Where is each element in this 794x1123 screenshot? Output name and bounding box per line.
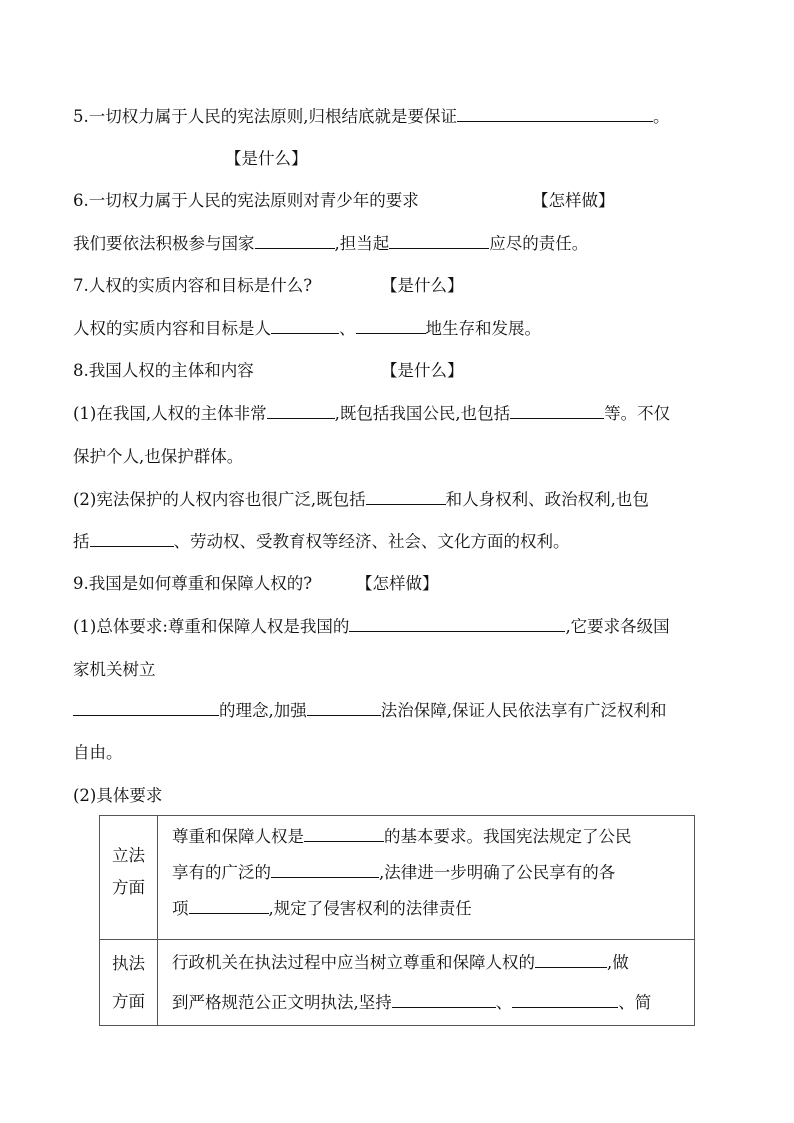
q8-blank-4[interactable] (90, 532, 174, 547)
q8-p2-c: 括 (73, 532, 90, 551)
q6-answer-c: 应尽的责任。 (489, 234, 589, 253)
q8-question: 8.我国人权的主体和内容 (73, 361, 254, 380)
q9-blank-1[interactable] (349, 617, 565, 632)
q8-p2-line1 (73, 489, 649, 511)
q7-tag: 【是什么】 (381, 276, 464, 295)
q6-answer-b: ,担当起 (334, 234, 390, 253)
q7-line (73, 275, 312, 297)
row2-blank-3[interactable] (512, 993, 618, 1008)
q8-blank-1[interactable] (267, 404, 335, 419)
q8-tag: 【是什么】 (381, 361, 464, 380)
q6-question: 6.一切权力属于人民的宪法原则对青少年的要求 (73, 191, 419, 210)
q6-blank-1[interactable] (255, 234, 335, 249)
row1-line2 (158, 862, 694, 884)
row2-l2-b: 、 (495, 993, 513, 1012)
row1-blank-1[interactable] (304, 827, 384, 842)
q8-p1-b: ,既包括我国公民,也包括 (334, 404, 511, 423)
q8-blank-3[interactable] (366, 490, 446, 505)
q9-p1-a: (1)总体要求:尊重和保障人权是我国的 (73, 617, 350, 636)
q5-tag: 【是什么】 (225, 149, 308, 168)
row1-l3-b: ,规定了侵害权利的法律责任 (268, 899, 472, 918)
row2-label-cell (100, 940, 158, 1026)
row1-line3 (158, 898, 694, 920)
row1-label-cell (100, 816, 158, 940)
q9-blank-2[interactable] (73, 701, 219, 716)
q9-p1-e: 法治保障,保证人民依法享有广泛权利和 (380, 701, 667, 720)
q7-blank-2[interactable] (356, 319, 426, 334)
q8-p2-d: 、劳动权、受教育权等经济、社会、文化方面的权利。 (173, 532, 570, 551)
row2-blank-2[interactable] (392, 993, 496, 1008)
q8-p1-c: 等。不仅 (604, 404, 671, 423)
row2-line1 (158, 952, 694, 974)
q5-blank[interactable] (457, 107, 653, 122)
table-row-legislation (100, 816, 695, 940)
q9-p1-line2: 家机关树立 (73, 660, 156, 679)
table-row-enforcement (100, 940, 695, 1026)
q7-blank-1[interactable] (271, 319, 339, 334)
q7-answer-a: 人权的实质内容和目标是人 (73, 319, 271, 338)
row2-body-cell (158, 940, 695, 1026)
q7-answer-line (73, 318, 541, 340)
row1-l3-a: 项 (172, 899, 189, 918)
row2-label-a: 执法 (112, 954, 145, 973)
q8-p1-line1 (73, 403, 670, 425)
row1-l1-b: 的基本要求。我国宪法规定了公民 (384, 827, 632, 846)
q8-p1-line2: 保护个人,也保护群体。 (73, 447, 244, 466)
row2-label-b: 方面 (112, 992, 145, 1011)
row1-l1-a: 尊重和保障人权是 (172, 827, 304, 846)
q8-p2-a: (2)宪法保护的人权内容也很广泛,既包括 (73, 490, 366, 509)
q5-line (73, 106, 670, 128)
q9-p1-d: 的理念,加强 (219, 701, 307, 720)
q8-p2-line2 (73, 531, 570, 553)
q7-answer-b: 、 (339, 319, 356, 338)
q9-p2-title: (2)具体要求 (73, 786, 163, 805)
row2-l1-a: 行政机关在执法过程中应当树立尊重和保障人权的 (172, 953, 535, 972)
row2-l2-c: 、简 (618, 993, 652, 1012)
row1-l2-b: ,法律进一步明确了公民享有的各 (379, 863, 616, 882)
q9-tag: 【怎样做】 (356, 574, 439, 593)
row2-l1-b: ,做 (607, 953, 629, 972)
q5-question: 5.一切权力属于人民的宪法原则,归根结底就是要保证 (73, 107, 457, 126)
q6-tag: 【怎样做】 (532, 191, 615, 210)
q9-blank-3[interactable] (307, 701, 381, 716)
requirements-table (99, 815, 695, 1026)
q6-line (73, 190, 419, 212)
q8-line (73, 360, 254, 382)
q8-p1-a: (1)在我国,人权的主体非常 (73, 404, 267, 423)
q9-line (73, 573, 312, 595)
q9-p1-b: ,它要求各级国 (565, 617, 670, 636)
row1-blank-2[interactable] (271, 863, 379, 878)
q6-answer-a: 我们要依法积极参与国家 (73, 234, 255, 253)
q9-p1-line1 (73, 616, 670, 638)
q9-question: 9.我国是如何尊重和保障人权的? (73, 574, 313, 593)
q7-question: 7.人权的实质内容和目标是什么? (73, 276, 313, 295)
q9-p1-line4: 自由。 (73, 743, 123, 762)
q5-end: 。 (653, 107, 670, 126)
row2-l2-a: 到严格规范公正文明执法,坚持 (172, 993, 392, 1012)
row1-l2-a: 享有的广泛的 (172, 863, 271, 882)
row2-line2 (158, 992, 694, 1014)
row1-line1 (158, 826, 694, 848)
row1-body-cell (158, 816, 695, 940)
q8-blank-2[interactable] (510, 404, 604, 419)
row1-label-a: 立法 (112, 846, 145, 865)
q8-p2-b: 和人身权利、政治权利,也包 (445, 490, 649, 509)
q6-blank-2[interactable] (389, 234, 489, 249)
row2-blank-1[interactable] (535, 953, 607, 968)
row1-label-b: 方面 (112, 878, 145, 897)
q6-answer-line (73, 233, 588, 255)
q7-answer-c: 地生存和发展。 (425, 319, 541, 338)
row1-blank-3[interactable] (189, 899, 269, 914)
q9-p1-line3 (73, 700, 667, 722)
